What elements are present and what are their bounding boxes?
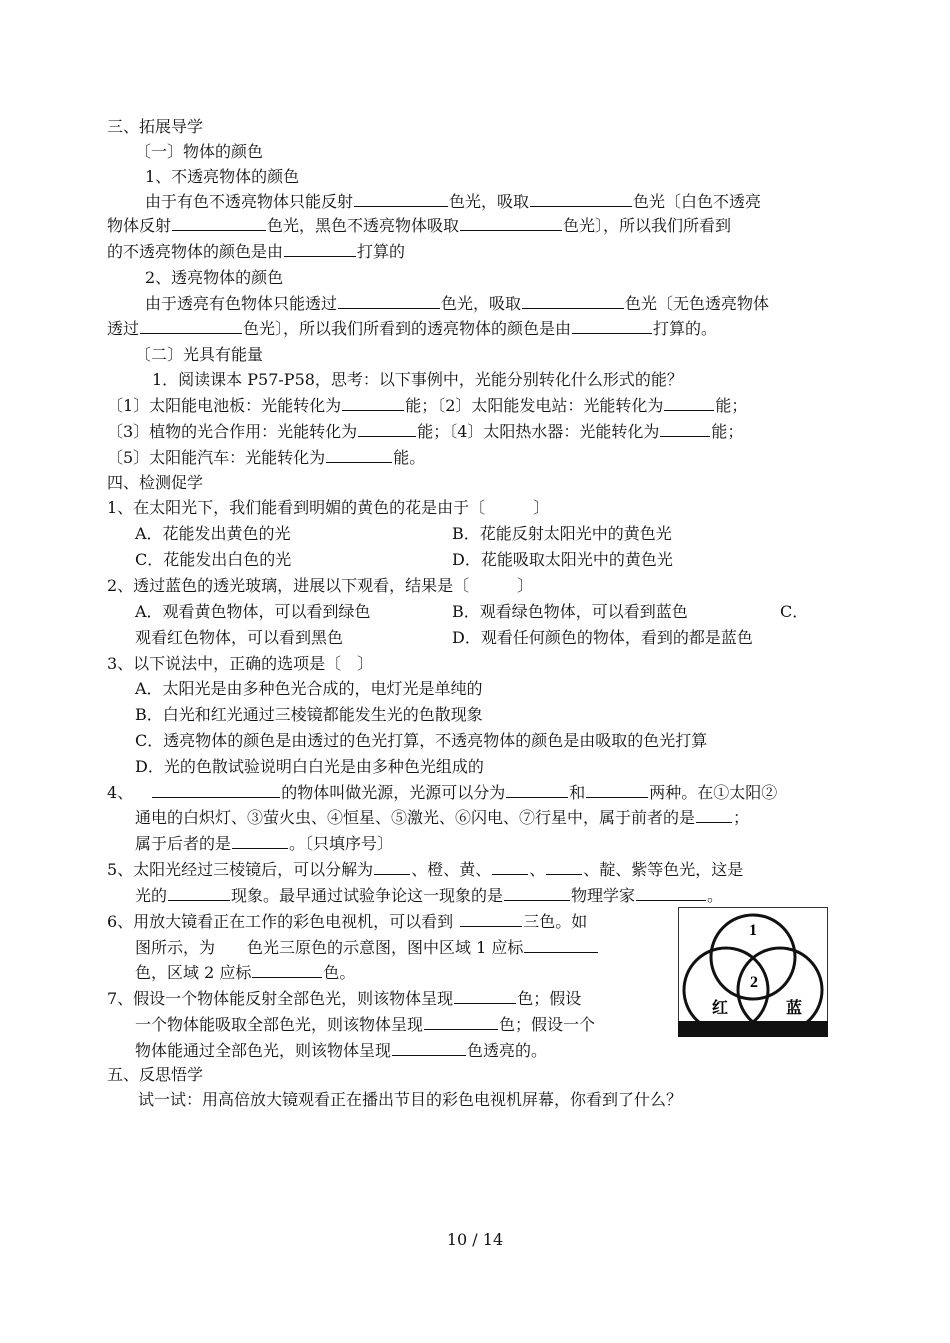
q1-option-a: A．花能发出黄色的光	[135, 524, 291, 543]
question-6-line-3: 色，区域 2 应标 色。	[135, 963, 356, 982]
para-transparent-2: 透过 色光〕，所以我们所看到的透亮物体的颜色是由 打算的。	[107, 319, 718, 338]
subsection-light-energy: 〔二〕光具有能量	[135, 345, 264, 364]
section-3-title: 三、拓展导学	[107, 117, 204, 136]
para-transparent-1: 由于透亮有色物体只能透过 色光，吸取 色光〔无色透亮物体	[145, 294, 770, 313]
q2-option-d: D．观看任何颜色的物体，看到的都是蓝色	[452, 628, 753, 647]
q3-option-c: C．透亮物体的颜色是由透过的色光打算，不透亮物体的颜色是由吸取的色光打算	[135, 731, 708, 750]
question-1: 1、在太阳光下，我们能看到明媚的黄色的花是由于〔 〕	[107, 498, 550, 517]
region-2-label: 2	[750, 974, 758, 991]
q3-option-b: B．白光和红光通过三棱镜都能发生光的色散现象	[135, 705, 483, 724]
para-opaque-3: 的不透亮物体的颜色是由 打算的	[107, 242, 406, 261]
blue-label: 蓝	[785, 998, 803, 1017]
energy-row-3: 〔5〕太阳能汽车：光能转化为 能。	[107, 448, 426, 467]
question-7-line-2: 一个物体能吸取全部色光，则该物体呈现 色；假设一个	[135, 1015, 596, 1034]
section-4-title: 四、检测促学	[107, 473, 204, 492]
question-2: 2、透过蓝色的透光玻璃，进展以下观看，结果是〔 〕	[107, 576, 534, 595]
question-7-line-3: 物体能通过全部色光，则该物体呈现 色透亮的。	[135, 1041, 548, 1060]
q3-option-a: A．太阳光是由多种色光合成的，电灯光是单纯的	[135, 679, 483, 698]
question-energy: 1．阅读课本 P57-P58，思考：以下事例中，光能分别转化什么形式的能？	[152, 370, 683, 389]
energy-row-1: 〔1〕太阳能电池板：光能转化为 能；〔2〕太阳能发电站：光能转化为 能；	[107, 396, 748, 415]
q2-option-a: A．观看黄色物体，可以看到绿色	[135, 602, 371, 621]
q1-option-c: C．花能发出白色的光	[135, 550, 292, 569]
question-3: 3、以下说法中，正确的选项是〔 〕	[107, 654, 374, 673]
para-opaque-1: 由于有色不透亮物体只能反射 色光，吸取 色光〔白色不透亮	[145, 192, 762, 211]
question-5-line-1: 5、太阳光经过三棱镜后，可以分解为 、橙、黄、 、 、靛、紫等色光，这是	[107, 860, 744, 879]
question-5-line-2: 光的 现象。最早通过试验争论这一现象的是 物理学家 。	[135, 886, 724, 905]
para-opaque-2: 物体反射 色光，黑色不透亮物体吸取 色光〕，所以我们所看到	[107, 216, 732, 235]
question-4-line-3: 属于后者的是 。〔只填序号〕	[135, 834, 394, 853]
q3-option-d: D．光的色散试验说明白白光是由多种色光组成的	[135, 757, 484, 776]
energy-row-2: 〔3〕植物的光合作用：光能转化为 能；〔4〕太阳热水器：光能转化为 能；	[107, 422, 744, 441]
region-1-label: 1	[749, 922, 757, 939]
q2-option-c-label: C．	[780, 602, 809, 621]
q2-option-b: B．观看绿色物体，可以看到蓝色	[452, 602, 688, 621]
section-5-title: 五、反思悟学	[107, 1065, 204, 1084]
reflection-prompt: 试一试：用高倍放大镜观看正在播出节目的彩色电视机屏幕，你看到了什么？	[138, 1090, 683, 1109]
page-number: 10 / 14	[446, 1230, 504, 1249]
primary-colors-figure	[678, 907, 828, 1037]
item-opaque-color: 1、不透亮物体的颜色	[145, 167, 300, 186]
q2-option-c: 观看红色物体，可以看到黑色	[135, 628, 344, 647]
red-label: 红	[711, 998, 729, 1017]
item-transparent-color: 2、透亮物体的颜色	[145, 268, 284, 287]
q1-option-b: B．花能反射太阳光中的黄色光	[452, 524, 672, 543]
question-4-line-2: 通电的白炽灯、③萤火虫、④恒星、⑤激光、⑥闪电、⑦行星中，属于前者的是 ；	[135, 808, 750, 827]
question-6-line-2: 图所示，为 色光三原色的示意图，图中区域 1 应标	[135, 936, 599, 960]
subsection-object-color: 〔一〕物体的颜色	[135, 142, 264, 161]
question-7-line-1: 7、假设一个物体能反射全部色光，则该物体呈现 色；假设	[107, 989, 582, 1008]
question-6-line-1: 6、用放大镜看正在工作的彩色电视机，可以看到 三色。如	[107, 912, 588, 931]
q1-option-d: D．花能吸取太阳光中的黄色光	[452, 550, 673, 569]
question-4-line-1: 4、 的物体叫做光源，光源可以分为 和 两种。在①太阳②	[107, 783, 778, 802]
